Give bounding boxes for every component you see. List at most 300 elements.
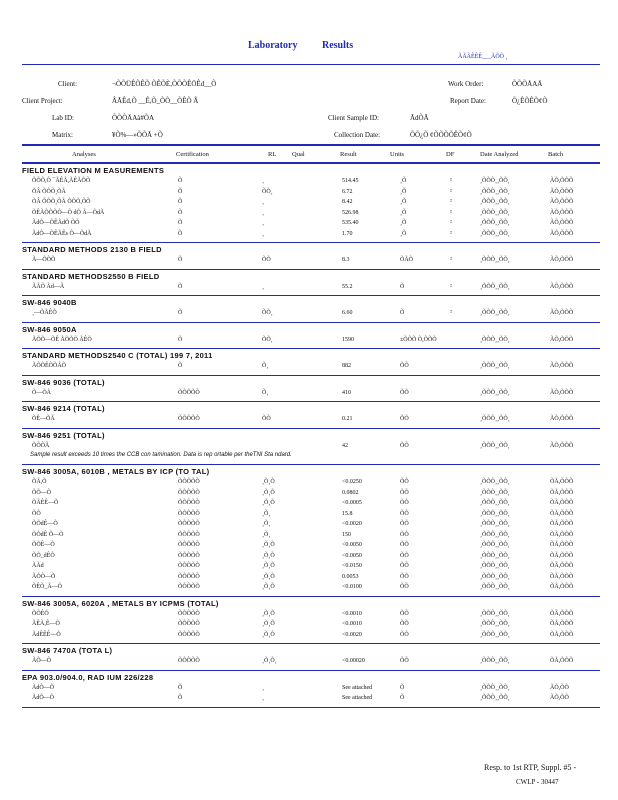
section-separator (22, 242, 600, 243)
table-row (22, 199, 600, 209)
column-header-rule (22, 162, 600, 164)
client-sample-label: Client Sample ID: (328, 114, 379, 122)
cell-result: 8.42 (342, 199, 353, 205)
cell-analyte: ÃÊÃ,Ê—Õ (32, 621, 60, 627)
header-rule-top (22, 64, 600, 65)
cell-analyte: ÕÕÕ,Õ ¯ÃÊÃ,ÃÊÃÕÕ (32, 178, 91, 184)
cell-units: ¸Õ (400, 230, 407, 237)
cell-result: <0.0100 (342, 584, 362, 590)
table-row (22, 621, 600, 631)
table-row (22, 178, 600, 188)
cell-date-analyzed: ¸ÕÕÕ¸¸ÕÕ¸ (480, 442, 510, 449)
table-row (22, 490, 600, 500)
cell-date-analyzed: ¸ÕÕÕ¸¸ÕÕ¸ (480, 695, 510, 701)
cell-date-analyzed: ¸ÕÕÕ¸¸ÕÕ¸ (480, 389, 510, 396)
report-title-left: Laboratory (248, 40, 298, 51)
footer-code: CWLP - 30447 (516, 778, 559, 786)
section-separator (22, 295, 600, 296)
table-row (22, 479, 600, 489)
cell-result: 6.72 (342, 188, 353, 195)
cell-df: ² (450, 230, 452, 237)
cell-analyte: ÕÊÕ_Ã—Õ (32, 584, 62, 590)
cell-date-analyzed: ¸ÕÕÕ¸¸ÕÕ¸ (480, 563, 510, 569)
table-row (22, 511, 600, 521)
cell-batch: ÃÕ,ÕÕÕ (550, 220, 574, 226)
cell-certification: Õ (178, 283, 183, 290)
cell-certification: Õ (178, 209, 183, 216)
cell-batch: ÕÃ,ÕÕÕ (550, 510, 574, 517)
cell-units: ÕÕ (400, 500, 409, 506)
cell-certification: ÕÕÕÕÕ (178, 610, 200, 617)
table-row (22, 284, 600, 294)
table-row (22, 611, 600, 621)
cell-result: 8.3 (342, 257, 350, 263)
client-project-value: ÂÃÊd,Õ __Ê,Õ_ÕÕ__ÕÊÕ Â (112, 97, 199, 105)
cell-analyte: ÃÕÕÊÕÕÃÕ (32, 363, 66, 369)
section-separator (22, 670, 600, 671)
cell-certification: ÕÕÕÕÕ (178, 479, 200, 485)
collection-date-label: Collection Date: (334, 131, 381, 139)
table-row (22, 416, 600, 426)
cell-batch: ÕÃ,ÕÕÕ (550, 500, 574, 506)
table-row (22, 210, 600, 220)
col-analyses: Analyses (72, 151, 96, 158)
cell-result: 1.70 (342, 230, 353, 237)
cell-units: ÕÕ (400, 363, 409, 369)
section-separator (22, 269, 600, 270)
cell-date-analyzed: ¸ÕÕÕ¸¸ÕÕ¸ (480, 510, 510, 517)
cell-batch: ÕÃ,ÕÕÕ (550, 621, 574, 627)
footer-response: Resp. to 1st RTP, Suppl. #5 - (484, 763, 577, 772)
cell-date-analyzed: ¸ÕÕÕ¸¸ÕÕ¸ (480, 310, 510, 316)
cell-result: See attached (342, 695, 373, 701)
cell-result: 15.8 (342, 510, 353, 517)
cell-date-analyzed: ¸ÕÕÕ¸¸ÕÕ¸ (480, 489, 510, 496)
cell-rl: ¸Õ¸Õ (262, 500, 275, 506)
header-logo-mark: ÃÃÃÊÊÊ___ÃÕÕ ¸ (458, 54, 508, 60)
cell-batch: ÃÕ,ÕÕÕ (550, 188, 574, 195)
cell-units: Õ (400, 695, 405, 701)
cell-date-analyzed: ¸ÕÕÕ¸¸ÕÕ¸ (480, 552, 510, 559)
cell-date-analyzed: ¸ÕÕÕ¸¸ÕÕ¸ (480, 178, 510, 184)
matrix-value: ¥Õ%—»ÕÕÃ +Õ (112, 131, 163, 139)
cell-date-analyzed: ¸ÕÕÕ¸¸ÕÕ¸ (480, 188, 510, 195)
cell-date-analyzed: ¸ÕÕÕ¸¸ÕÕ¸ (480, 610, 510, 617)
cell-batch: ÕÃ,ÕÕÕ (550, 658, 574, 664)
cell-rl: ¸Õ¸Õ (262, 621, 275, 627)
table-row (22, 363, 600, 373)
cell-date-analyzed: ¸ÕÕÕ¸¸ÕÕ¸ (480, 479, 510, 485)
cell-batch: ÃÕ,ÕÕÕ (550, 416, 574, 422)
table-row (22, 542, 600, 552)
cell-units: ÕÕ (400, 542, 409, 548)
cell-units: ÕÕ (400, 521, 409, 527)
section-title: FIELD ELEVATION M EASUREMENTS (22, 166, 165, 175)
col-batch: Batch (548, 151, 564, 158)
cell-result: 882 (342, 363, 351, 369)
cell-result: 6.60 (342, 310, 353, 316)
section-note: Sample result exceeds 10 times the CCB con tamination. Data is rep ortable per theTNI Sta ndard. (30, 452, 292, 458)
cell-analyte: ÃÕÕ—ÕÊ ÃÕÕÕ ÃÊÕ (32, 336, 92, 343)
cell-result: 1590 (342, 336, 354, 343)
cell-batch: ÃÕ,ÕÕÕ (550, 178, 574, 184)
cell-rl: ¸Õ¸Õ (262, 563, 275, 569)
section-separator (22, 707, 600, 708)
cell-units: ÕÕ (400, 489, 409, 496)
section-title: SW-846 9251 (TOTAL) (22, 430, 105, 440)
cell-batch: ÕÃ,ÕÕÕ (550, 584, 574, 590)
cell-certification: ÕÕÕÕÕ (178, 521, 200, 527)
cell-units: ÕÕ (400, 631, 409, 638)
cell-rl: Õ¸ (262, 389, 269, 396)
cell-analyte: ÕÃÊÊ—Õ (32, 500, 59, 506)
cell-units: ÕÕ (400, 573, 409, 580)
cell-analyte: ÃdÕ—ÕÊÃdÕ ÕÕ (32, 220, 80, 226)
cell-date-analyzed: ¸ÕÕÕ¸¸ÕÕ¸ (480, 531, 510, 538)
cell-units: ÕÕ (400, 531, 409, 538)
cell-result: 150 (342, 531, 351, 538)
cell-certification: ÕÕÕÕÕ (178, 658, 200, 664)
cell-batch: ÃÕ,ÕÕÕ (550, 209, 574, 216)
col-units: Units (390, 151, 405, 158)
cell-df: ² (450, 310, 452, 316)
cell-date-analyzed: ¸ÕÕÕ¸¸ÕÕ¸ (480, 658, 510, 664)
cell-date-analyzed: ¸ÕÕÕ¸¸ÕÕ¸ (480, 684, 510, 691)
table-row (22, 584, 600, 594)
cell-certification: ÕÕÕÕÕ (178, 416, 200, 422)
cell-batch: ÃÕ,ÕÕÕ (550, 199, 574, 205)
section-separator (22, 428, 600, 429)
table-row (22, 658, 600, 668)
section-separator (22, 464, 600, 465)
cell-df: ² (450, 209, 452, 216)
cell-certification: Õ (178, 220, 183, 226)
cell-analyte: ÕÕ_dÊÕ (32, 552, 55, 559)
cell-batch: ÃÕ,ÕÕÕ (550, 389, 574, 396)
cell-analyte: ÕÂ ÕÕÕ¸ÕÃ ÕÕÕ,ÕÕ (32, 199, 91, 205)
cell-date-analyzed: ¸ÕÕÕ¸¸ÕÕ¸ (480, 621, 510, 627)
cell-analyte: ÕÂ ÕÕÕ¸ÕÃ (32, 188, 66, 195)
cell-units: ÕÕ (400, 621, 409, 627)
cell-result: 0.0053 (342, 573, 359, 580)
table-row (22, 390, 600, 400)
cell-certification: ÕÕÕÕÕ (178, 621, 200, 627)
lab-id-value: ÕÕÕÄAà#ÕA (112, 114, 154, 122)
section-separator (22, 322, 600, 323)
cell-certification: Õ (178, 695, 183, 701)
cell-df: ² (450, 257, 452, 263)
cell-units: ÕÕ (400, 416, 409, 422)
cell-analyte: ÕÊ—ÕÃ (32, 416, 55, 422)
cell-rl: ÕÕ¸ (262, 336, 273, 343)
cell-result: <0.0250 (342, 479, 362, 485)
cell-date-analyzed: ¸ÕÕÕ¸¸ÕÕ¸ (480, 573, 510, 580)
col-certification: Certification (176, 151, 209, 158)
cell-units: ÕÕ (400, 389, 409, 396)
section-title: SW-846 9036 (TOTAL) (22, 377, 105, 387)
cell-units: ¸Õ (400, 178, 407, 184)
cell-result: 410 (342, 389, 351, 396)
table-row (22, 563, 600, 573)
cell-batch: ÕÃ,ÕÕÕ (550, 521, 574, 527)
cell-rl: ¸Õ¸ (262, 521, 271, 527)
cell-result: <0.00020 (342, 658, 365, 664)
cell-batch: ÃÕ,ÕÕÕ (550, 310, 574, 316)
lab-id-label: Lab ID: (52, 114, 74, 122)
cell-batch: ÃÕ,ÕÕÕ (550, 257, 574, 263)
cell-units: Õ (400, 283, 405, 290)
cell-analyte: ÃdÕ—Õ (32, 695, 54, 701)
cell-batch: ÕÃ,ÕÕÕ (550, 573, 574, 580)
cell-certification: Õ (178, 257, 183, 263)
cell-df: ² (450, 199, 452, 205)
table-row (22, 553, 600, 563)
section-separator (22, 643, 600, 644)
table-row (22, 310, 600, 320)
section-title: SW-846 3005A, 6010B , METALS BY ICP (TO TAL) (22, 467, 210, 476)
cell-analyte: ¸—ÕÃÊÕ (32, 310, 57, 316)
cell-date-analyzed: ¸ÕÕÕ¸¸ÕÕ¸ (480, 584, 510, 590)
section-title: STANDARD METHODS2550 B FIELD (22, 271, 160, 281)
section-title: EPA 903.0/904.0, RAD IUM 226/228 (22, 672, 154, 682)
cell-rl: ÕÕ (262, 416, 271, 422)
report-date-label: Report Date: (450, 97, 486, 105)
cell-batch: ÃÕ,ÕÕÕ (550, 230, 574, 237)
cell-rl: ¸ (262, 220, 264, 226)
cell-analyte: ÃÃÕ Ãd—Ã (32, 283, 65, 290)
cell-analyte: ÕÕ (32, 510, 41, 517)
cell-certification: ÕÕÕÕÕ (178, 489, 200, 496)
cell-analyte: ÃdÕ—ÕÊÃÊs Õ—ÕdÃ (32, 230, 92, 237)
header-rule-bottom (22, 144, 600, 146)
client-label: Client: (58, 80, 78, 88)
cell-certification: Õ (178, 188, 183, 195)
cell-units: ¸Õ (400, 188, 407, 195)
cell-units: ÕÃÕ (400, 257, 413, 263)
cell-result: 535.40 (342, 220, 359, 226)
cell-result: <0.0020 (342, 521, 362, 527)
cell-date-analyzed: ¸ÕÕÕ¸¸ÕÕ¸ (480, 199, 510, 205)
section-title: SW-846 9040B (22, 298, 77, 307)
section-title: STANDARD METHODS2540 C (TOTAL) 199 7, 2011 (22, 351, 213, 360)
section-separator (22, 348, 600, 349)
matrix-label: Matrix: (52, 131, 73, 139)
cell-batch: ÕÃ,ÕÕÕ (550, 542, 574, 548)
cell-date-analyzed: ¸ÕÕÕ¸¸ÕÕ¸ (480, 521, 510, 527)
cell-units: ÕÕ (400, 610, 409, 617)
cell-units: ¸Õ (400, 220, 407, 226)
cell-rl: ¸ (262, 199, 264, 205)
cell-certification: ÕÕÕÕÕ (178, 389, 200, 396)
cell-certification: Õ (178, 199, 183, 205)
table-row (22, 521, 600, 531)
cell-analyte: ÃÕÕ—Õ (32, 573, 56, 580)
cell-df: ² (450, 188, 452, 195)
cell-units: ÕÕ (400, 563, 409, 569)
cell-analyte: ÃÃd (32, 563, 44, 569)
table-row (22, 695, 600, 705)
cell-date-analyzed: ¸ÕÕÕ¸¸ÕÕ¸ (480, 500, 510, 506)
table-row (22, 574, 600, 584)
cell-analyte: ÕÃ,Õ (32, 479, 47, 485)
cell-result: <0.0150 (342, 563, 362, 569)
cell-analyte: Õ—ÕÃ (32, 389, 51, 396)
cell-certification: Õ (178, 336, 183, 343)
cell-result: <0.0050 (342, 552, 362, 559)
report-title-right: Results (322, 40, 354, 51)
table-row (22, 685, 600, 695)
cell-result: 514.45 (342, 178, 359, 184)
cell-rl: ÕÕ¸ (262, 188, 273, 195)
table-row (22, 632, 600, 642)
cell-date-analyzed: ¸ÕÕÕ¸¸ÕÕ¸ (480, 336, 510, 343)
cell-certification: Õ (178, 363, 183, 369)
cell-units: ÕÕ (400, 479, 409, 485)
cell-batch: ÕÃ,ÕÕÕ (550, 563, 574, 569)
section-title: STANDARD METHODS 2130 B FIELD (22, 245, 162, 254)
cell-batch: ÃÕ,ÕÕÕ (550, 283, 574, 290)
section-title: SW-846 9214 (TOTAL) (22, 404, 105, 413)
cell-date-analyzed: ¸ÕÕÕ¸¸ÕÕ¸ (480, 631, 510, 638)
cell-analyte: ÕÕdÊ Õ—Õ (32, 531, 64, 538)
cell-analyte: ÕÕÕÃ (32, 442, 50, 449)
cell-result: 526.98 (342, 209, 359, 216)
work-order-value: ÕÕÕÅAÄ (512, 80, 543, 88)
table-row (22, 337, 600, 347)
col-qual: Qual (292, 151, 305, 158)
cell-units: ÕÕ (400, 552, 409, 559)
col-date-analyzed: Date Analyzed (480, 151, 519, 158)
cell-rl: ¸ (262, 230, 264, 237)
cell-date-analyzed: ¸ÕÕÕ¸¸ÕÕ¸ (480, 363, 510, 369)
cell-result: <0.0010 (342, 621, 362, 627)
cell-rl: ÕÕ (262, 257, 271, 263)
cell-date-analyzed: ¸ÕÕÕ¸¸ÕÕ¸ (480, 209, 510, 216)
cell-units: ±ÕÕÕ Õ,ÕÕÕ (400, 336, 437, 343)
table-row (22, 532, 600, 542)
cell-analyte: Ã—ÕÕÕ (32, 257, 56, 263)
section-title: SW-846 7470A (TOTA L) (22, 646, 113, 655)
collection-date-value: ÕÕ¿Õ ¢ÕÕÕÕÊÕ¢Õ (410, 131, 472, 139)
cell-df: ² (450, 283, 452, 290)
cell-rl: ¸ (262, 209, 264, 216)
cell-rl: ¸Õ¸Õ (262, 610, 275, 617)
table-row (22, 189, 600, 199)
cell-rl: ÕÕ¸ (262, 310, 273, 316)
cell-result: <0.0005 (342, 500, 362, 506)
cell-date-analyzed: ¸ÕÕÕ¸¸ÕÕ¸ (480, 416, 510, 422)
cell-units: ¸Õ (400, 209, 407, 216)
cell-rl: ¸Õ¸Õ (262, 489, 275, 496)
work-order-label: Work Order: (448, 80, 484, 88)
cell-rl: ¸Õ¸Õ (262, 631, 275, 638)
cell-result: 42 (342, 442, 348, 449)
cell-batch: ÕÃ,ÕÕÕ (550, 489, 574, 496)
cell-units: ÕÕ (400, 584, 409, 590)
cell-certification: ÕÕÕÕÕ (178, 542, 200, 548)
cell-result: See attached (342, 684, 373, 691)
cell-batch: ÃÕ,ÕÕÕ (550, 363, 574, 369)
cell-batch: ÕÃ,ÕÕÕ (550, 531, 574, 538)
table-row (22, 257, 600, 267)
cell-certification: ÕÕÕÕÕ (178, 584, 200, 590)
cell-batch: ÕÃ,ÕÕÕ (550, 610, 574, 617)
cell-certification: Õ (178, 178, 183, 184)
cell-batch: ÕÃ,ÕÕÕ (550, 552, 574, 559)
cell-analyte: ÕÕdÊ—Õ (32, 521, 58, 527)
cell-certification: Õ (178, 310, 183, 316)
cell-certification: ÕÕÕÕÕ (178, 500, 200, 506)
cell-batch: ÃÕ,ÕÕ (550, 695, 569, 701)
client-value: ¬ÕÕÜÊÕÊÕ ÕÊÕÈ,ÕÕÕÊÖÊd__Õ (112, 80, 217, 88)
cell-analyte: ÃdÊÊÊ—Õ (32, 631, 61, 638)
cell-certification: ÕÕÕÕÕ (178, 631, 200, 638)
cell-analyte: ÕÕ—Õ (32, 489, 51, 496)
col-result: Result (340, 151, 357, 158)
cell-rl: Õ¸ (262, 363, 269, 369)
table-row (22, 443, 600, 453)
cell-rl: ¸Õ¸Õ (262, 479, 275, 485)
cell-units: ÕÕ (400, 442, 409, 449)
cell-rl: ¸ (262, 283, 264, 290)
cell-certification: Õ (178, 230, 183, 237)
col-df: DF (446, 151, 455, 158)
report-date-value: Õ¿ÊÕÊÕ¢Õ (512, 97, 548, 105)
cell-analyte: ÃdÕ—Õ (32, 684, 54, 691)
cell-df: ² (450, 220, 452, 226)
section-title: SW-846 9050A (22, 324, 77, 334)
cell-rl: ¸Õ¸ (262, 531, 271, 538)
cell-result: <0.0020 (342, 631, 362, 638)
cell-result: 0.0802 (342, 489, 359, 496)
cell-certification: ÕÕÕÕÕ (178, 510, 200, 517)
cell-rl: ¸ (262, 178, 264, 184)
cell-certification: ÕÕÕÕÕ (178, 552, 200, 559)
cell-analyte: ÕÕÊ—Õ (32, 542, 55, 548)
cell-certification: ÕÕÕÕÕ (178, 563, 200, 569)
table-row (22, 500, 600, 510)
section-separator (22, 596, 600, 597)
cell-rl: ¸ (262, 695, 264, 701)
cell-df: ² (450, 178, 452, 184)
cell-rl: ¸Õ¸Õ (262, 542, 275, 548)
cell-date-analyzed: ¸ÕÕÕ¸¸ÕÕ¸ (480, 542, 510, 548)
cell-units: ÕÕ (400, 658, 409, 664)
cell-result: 55.2 (342, 283, 353, 290)
cell-rl: ¸Õ¸Õ (262, 552, 275, 559)
cell-result: 0.21 (342, 416, 353, 422)
cell-rl: ¸ (262, 684, 264, 691)
table-row (22, 220, 600, 230)
table-row (22, 231, 600, 241)
cell-batch: ÕÃ,ÕÕÕ (550, 631, 574, 638)
cell-result: <0.0050 (342, 542, 362, 548)
cell-units: Õ (400, 310, 405, 316)
client-project-label: Client Project: (22, 97, 63, 105)
cell-batch: ÃÕ,ÕÕÕ (550, 336, 574, 343)
cell-analyte: ÃÕ—Õ (32, 658, 51, 664)
cell-date-analyzed: ¸ÕÕÕ¸¸ÕÕ¸ (480, 257, 510, 263)
cell-analyte: ÕÊÃÕÕÕÕ—Õ dÕ Ã—ÕdÃ (32, 209, 105, 216)
cell-rl: ¸Õ¸Õ¸ (262, 658, 277, 664)
cell-date-analyzed: ¸ÕÕÕ¸¸ÕÕ¸ (480, 283, 510, 290)
cell-result: <0.0010 (342, 610, 362, 617)
cell-batch: ÃÕ,ÕÕÕ (550, 442, 574, 449)
section-separator (22, 401, 600, 402)
cell-rl: ¸Õ¸ (262, 510, 271, 517)
cell-rl: ¸Õ¸Õ (262, 584, 275, 590)
cell-units: ÕÕ (400, 510, 409, 517)
